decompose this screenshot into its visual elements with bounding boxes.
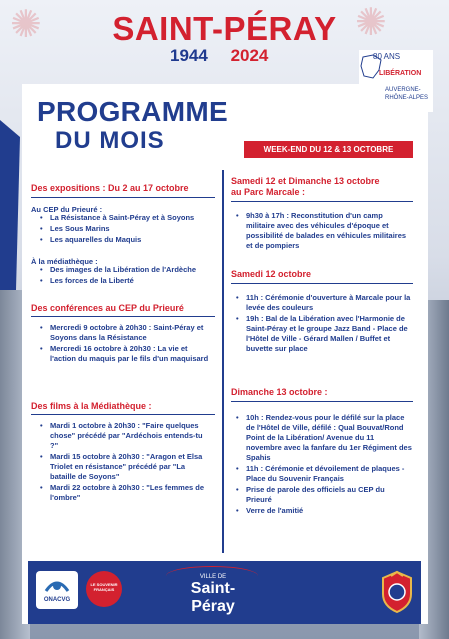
city-name: Saint-Péray [190,580,236,615]
section-divider [231,201,413,202]
weekend-badge: WEEK-END DU 12 & 13 OCTOBRE [244,141,413,158]
list-item: • Mercredi 16 octobre à 20h30 : La vie et l'action du maquis par le fils d'un maquisard [40,344,210,364]
list-item: • 9h30 à 17h : Reconstitution d'un camp militaire avec des véhicules d'époque et possibilité de balades en véhicules militaires et de pompiers [236,211,412,251]
list-item: • Mardi 22 octobre à 20h30 : "Les femmes de l'ombre" [40,483,212,503]
firework-icon: ✺ [10,2,42,46]
list-item: • Mardi 15 octobre à 20h30 : "Aragon et Elsa Triolet en résistance" précédé par "La bataille de Soyons" [40,452,212,482]
media-exhibitions-list [40,265,212,287]
section-divider [231,283,413,284]
films-list [40,421,212,504]
list-item: • La Résistance à Saint-Péray et à Soyons [40,213,212,223]
list-item: • 11h : Cérémonie et dévoilement de plaques - Place du Souvenir Français [236,464,412,484]
saturday-list [236,293,412,355]
year-start: 1944 [170,46,208,65]
section-divider [31,316,215,317]
list-item: • 10h : Rendez-vous pour le défilé sur la place de l'Hôtel de Ville, défilé : Qual Bouvat/Rond Point de la Libération/ Avenue du 11 novembre avec la fanfare du 1er Régiment des Spahis [236,413,412,463]
logo-80-ans: 80 ANS [373,52,401,61]
list-item: • Les forces de la Liberté [40,276,212,286]
onacvg-label: ONACVG [43,597,71,603]
logo-liberation: LIBÉRATION [379,70,422,77]
onacvg-emblem-icon [36,571,78,599]
section-divider [31,197,215,198]
section-divider [31,414,215,415]
conferences-heading: Des conférences au CEP du Prieuré [31,303,184,313]
sunday-heading: Dimanche 13 octobre : [231,387,328,397]
cep-label: Au CEP du Prieuré : [31,205,103,214]
onacvg-logo [36,571,78,609]
list-item: • Des images de la Libération de l'Ardèche [40,265,212,275]
list-item: • 19h : Bal de la Libération avec l'Harmonie de Saint-Péray et le groupe Jazz Band - Place de l'Hôtel de Ville - Gérard Mallen / Buffet et buvette sur place [236,314,412,354]
list-item: • Les aquarelles du Maquis [40,235,212,245]
liberation-80-logo [359,50,433,112]
list-item: • Mardi 1 octobre à 20h30 : "Faire quelques chose" précédé par "Ardéchois entends-tu ?" [40,421,212,451]
list-item: • 11h : Cérémonie d'ouverture à Marcale pour la levée des couleurs [236,293,412,313]
souvenir-francais-label: LE SOUVENIR FRANÇAIS [90,582,118,592]
expositions-heading: Des expositions : Du 2 au 17 octobre [31,183,189,193]
list-item: • Les Sous Marins [40,224,212,234]
programme-title: PROGRAMME [37,96,228,127]
saturday-heading: Samedi 12 octobre [231,269,312,279]
list-item: • Verre de l'amitié [236,506,412,516]
sunday-list [236,413,412,517]
years-banner [170,46,268,66]
programme-subtitle: DU MOIS [55,127,165,154]
city-logo [170,574,256,616]
cep-exhibitions-list [40,213,212,246]
list-item: • Mercredi 9 octobre à 20h30 : Saint-Péray et Soyons dans la Résistance [40,323,210,343]
list-item: • Prise de parole des officiels au CEP du Prieuré [236,485,412,505]
logo-region: AUVERGNE- RHÔNE-ALPES [385,87,429,101]
coat-of-arms-icon [377,570,417,614]
page-title: SAINT-PÉRAY [112,10,337,47]
firework-icon: ✺ [355,0,387,44]
weekend-list [236,211,412,252]
section-divider [231,401,413,402]
weekend-heading: Samedi 12 et Dimanche 13 octobre au Parc Marcale : [231,176,380,197]
column-divider [222,170,224,553]
media-label: À la médiathèque : [31,257,98,266]
souvenir-francais-logo [86,571,122,607]
year-end: 2024 [230,46,269,65]
city-logo-curve [166,566,258,586]
conferences-list [40,323,210,365]
city-prefix: VILLE DE [199,574,227,580]
films-heading: Des films à la Médiathèque : [31,401,152,411]
